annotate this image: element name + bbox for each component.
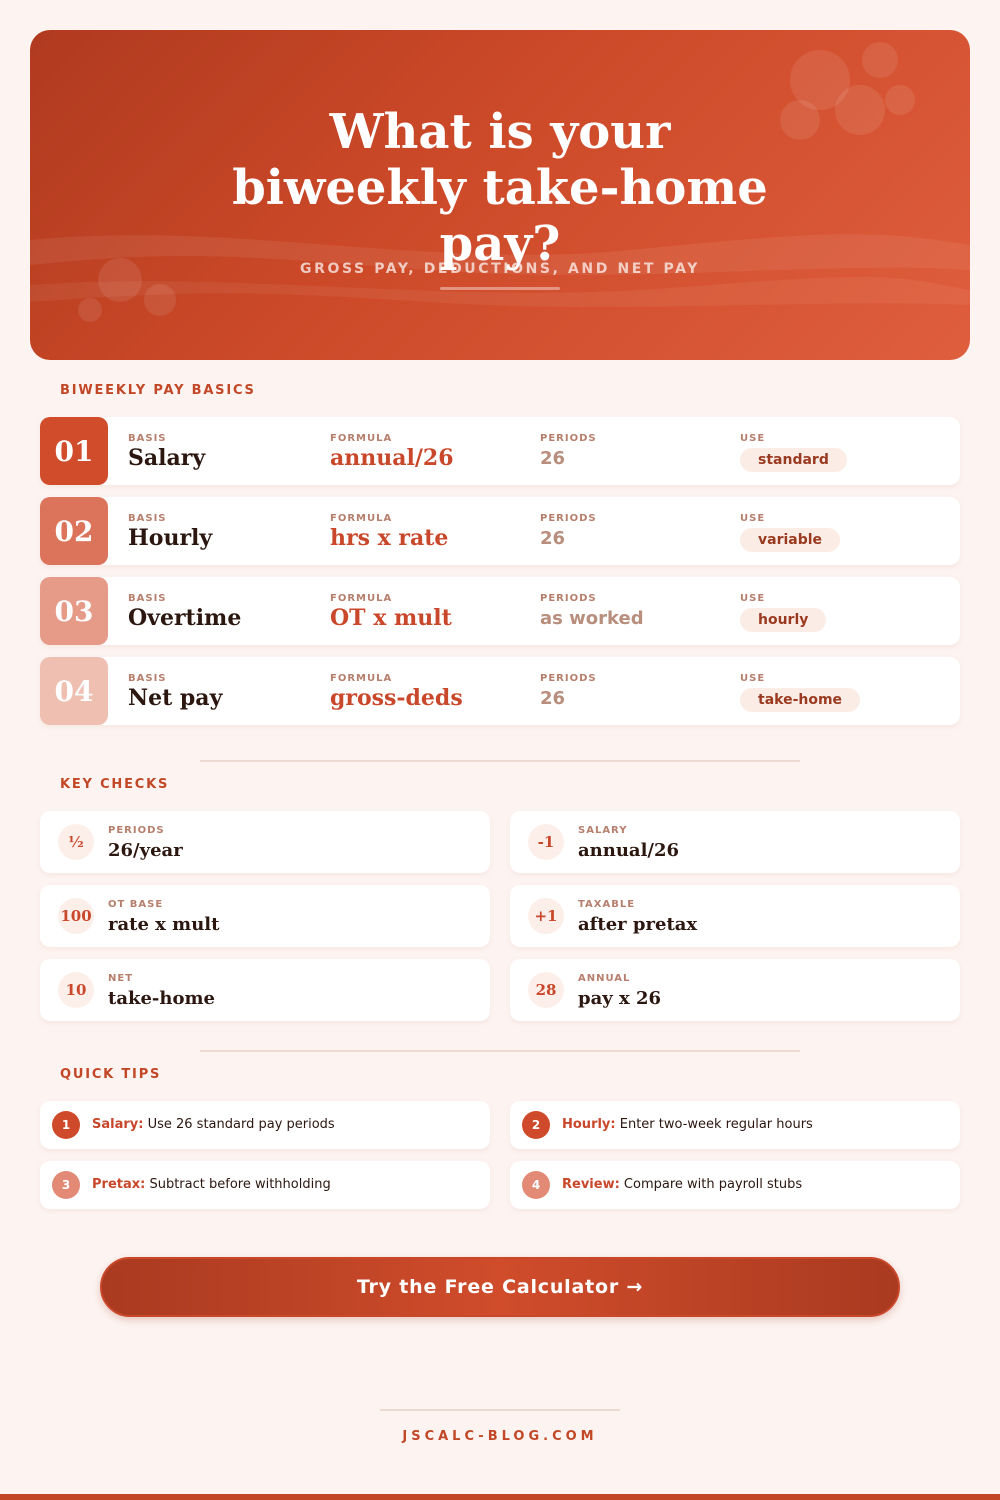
check-icon-badge: 10 (58, 972, 94, 1008)
check-card (510, 811, 960, 873)
tip-card (40, 1161, 490, 1209)
check-value: 26/year (108, 840, 183, 861)
value-basis: Overtime (128, 605, 242, 631)
title-underline (440, 287, 560, 290)
tip-body: Compare with payroll stubs (619, 1177, 803, 1192)
cell-formula (330, 673, 463, 711)
tip-text (92, 1117, 335, 1132)
label-basis: BASIS (128, 593, 167, 604)
value-basis: Hourly (128, 525, 213, 551)
basic-row (40, 417, 960, 485)
label-use: USE (740, 673, 766, 684)
value-formula: hrs x rate (330, 525, 449, 551)
label-basis: BASIS (128, 673, 167, 684)
decor-bubble (862, 42, 898, 78)
tip-text (92, 1177, 331, 1192)
cell-use (740, 513, 840, 552)
tip-title: Salary: (92, 1117, 144, 1132)
tip-title: Review: (562, 1177, 620, 1192)
cell-use (740, 673, 860, 712)
label-formula: FORMULA (330, 673, 393, 684)
check-label: TAXABLE (578, 899, 636, 910)
value-use: standard (740, 448, 847, 472)
label-formula: FORMULA (330, 433, 393, 444)
cell-periods (540, 673, 597, 709)
cell-basis (128, 673, 222, 711)
row-number-badge: 03 (40, 577, 108, 645)
check-card (40, 885, 490, 947)
cell-periods (540, 513, 597, 549)
bottom-accent-bar (0, 1494, 1000, 1500)
check-icon-badge: -1 (528, 824, 564, 860)
section-title-checks: KEY CHECKS (60, 777, 170, 792)
cell-formula (330, 433, 454, 471)
label-formula: FORMULA (330, 593, 393, 604)
calculator-cta-button[interactable]: Try the Free Calculator → (100, 1257, 900, 1317)
label-formula: FORMULA (330, 513, 393, 524)
tip-card (510, 1161, 960, 1209)
row-number-badge: 01 (40, 417, 108, 485)
basics-list (40, 417, 960, 737)
label-basis: BASIS (128, 513, 167, 524)
label-use: USE (740, 433, 766, 444)
label-use: USE (740, 593, 766, 604)
tip-text (562, 1117, 813, 1132)
value-periods: 26 (540, 688, 566, 709)
cell-periods (540, 593, 644, 629)
row-number-badge: 04 (40, 657, 108, 725)
value-use: hourly (740, 608, 826, 632)
value-use: take-home (740, 688, 860, 712)
check-value: annual/26 (578, 840, 680, 861)
footer-divider (380, 1409, 620, 1411)
value-formula: OT x mult (330, 605, 452, 631)
value-periods: as worked (540, 608, 644, 629)
check-icon-badge: +1 (528, 898, 564, 934)
value-periods: 26 (540, 448, 566, 469)
value-use: variable (740, 528, 840, 552)
label-periods: PERIODS (540, 513, 597, 524)
check-icon-badge: 100 (58, 898, 94, 934)
page-title: What is your biweekly take-home pay? (232, 104, 768, 272)
footer-site-link[interactable]: JSCALC-BLOG.COM (402, 1429, 598, 1444)
value-periods: 26 (540, 528, 566, 549)
check-card (510, 959, 960, 1021)
cell-formula (330, 593, 452, 631)
hero-banner (30, 30, 970, 360)
tip-number-badge: 1 (52, 1111, 80, 1139)
check-icon-badge: ½ (58, 824, 94, 860)
label-periods: PERIODS (540, 433, 597, 444)
check-value: pay x 26 (578, 988, 662, 1009)
check-card (40, 811, 490, 873)
basic-row (40, 577, 960, 645)
row-number-badge: 02 (40, 497, 108, 565)
label-basis: BASIS (128, 433, 167, 444)
tip-number-badge: 2 (522, 1111, 550, 1139)
cell-use (740, 593, 826, 632)
value-basis: Salary (128, 445, 206, 471)
check-value: rate x mult (108, 914, 220, 935)
check-icon-badge: 28 (528, 972, 564, 1008)
divider (200, 760, 800, 762)
check-label: SALARY (578, 825, 628, 836)
value-formula: annual/26 (330, 445, 454, 471)
check-value: after pretax (578, 914, 698, 935)
cell-periods (540, 433, 597, 469)
tip-card (510, 1101, 960, 1149)
value-formula: gross-deds (330, 685, 463, 711)
basic-row (40, 657, 960, 725)
check-label: OT BASE (108, 899, 164, 910)
cell-formula (330, 513, 448, 551)
section-title-tips: QUICK TIPS (60, 1067, 162, 1082)
cell-basis (128, 593, 241, 631)
tip-card (40, 1101, 490, 1149)
label-periods: PERIODS (540, 593, 597, 604)
basic-row (40, 497, 960, 565)
check-card (510, 885, 960, 947)
tip-body: Subtract before withholding (145, 1177, 331, 1192)
check-label: PERIODS (108, 825, 165, 836)
cell-use (740, 433, 847, 472)
value-basis: Net pay (128, 685, 223, 711)
label-periods: PERIODS (540, 673, 597, 684)
tip-title: Hourly: (562, 1117, 616, 1132)
section-title-basics: BIWEEKLY PAY BASICS (60, 383, 256, 398)
divider (200, 1050, 800, 1052)
label-use: USE (740, 513, 766, 524)
tip-number-badge: 3 (52, 1171, 80, 1199)
cell-basis (128, 433, 205, 471)
tip-body: Use 26 standard pay periods (143, 1117, 335, 1132)
check-label: ANNUAL (578, 973, 631, 984)
check-card (40, 959, 490, 1021)
page-subtitle: GROSS PAY, DEDUCTIONS, AND NET PAY (300, 261, 700, 277)
tip-body: Enter two-week regular hours (615, 1117, 813, 1132)
tip-title: Pretax: (92, 1177, 146, 1192)
check-value: take-home (108, 988, 215, 1009)
tip-number-badge: 4 (522, 1171, 550, 1199)
cell-basis (128, 513, 212, 551)
tip-text (562, 1177, 802, 1192)
check-label: NET (108, 973, 134, 984)
